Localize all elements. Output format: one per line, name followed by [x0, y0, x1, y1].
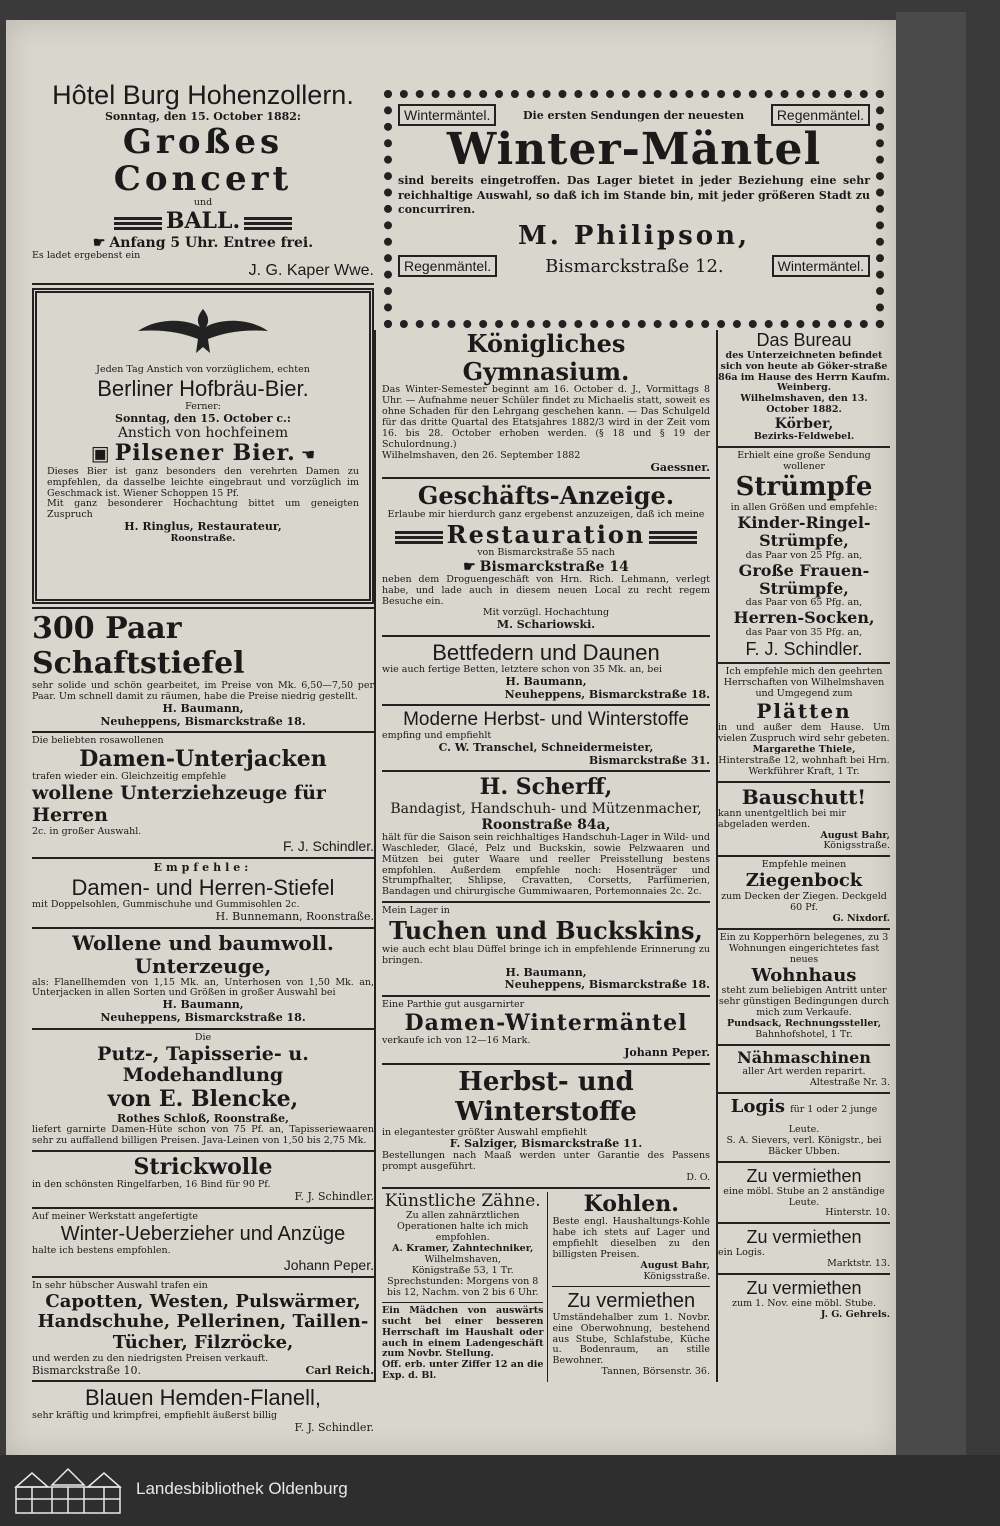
- struempfe-price2: das Paar von 65 Pfg. an,: [745, 597, 863, 609]
- gymnasium-desc: Das Winter-Semester beginnt am 16. October d. J., Vormittags 8 Uhr. — Aufnahme neuer Schüler findet zu Michaelis statt, soweit es ohne Schaden für den Lehrgang geschehen kann. — Das Schulgeld für das dritte Quartal des Etatsjahres 1882/3 wird in der Zeit vom 16. bis 28. October erhoben werden. (§ 18 und § 19 der Schulordnung.): [382, 384, 710, 450]
- ad-vermiethen4: [718, 1278, 890, 1321]
- tuchen-address: Neuheppens, Bismarckstraße 18.: [504, 978, 710, 992]
- ad-bauschutt: [718, 786, 890, 853]
- ad-kohlen: [552, 1192, 710, 1283]
- ad-ziegenbock: [718, 860, 890, 924]
- gymnasium-title: Königliches Gymnasium.: [462, 329, 630, 386]
- wohnhaus-intro: Ein zu Kopperhörn belegenes, zu 3 Wohnungen eingerichtetes fast neues: [719, 931, 889, 965]
- pointing-hand-icon: ☛: [92, 234, 106, 251]
- blencke-desc: liefert garnirte Damen-Hüte schon von 75 Pf. an, Tapisseriewaaren sehr zu auffallend billigen Preisen. Java-Leinen von 1,50 bis 2,75 Mk.: [32, 1124, 374, 1147]
- hotel-concert: Großes Concert: [113, 121, 293, 200]
- tuchen-desc: wie auch echt blau Düffel bringe ich in empfehlende Erinnerung zu bringen.: [382, 943, 710, 966]
- ad-vermiethen1: [552, 1290, 710, 1379]
- restauration-text3: neben dem Droguengeschäft von Hrn. Rich. Lehmann, verlegt habe, und lade auch in diesem neuen Local zu recht regem Besuche ein.: [382, 574, 710, 608]
- beer-street: Roonstraße.: [170, 532, 236, 544]
- bauschutt-desc: kann unentgeltlich bei mir abgeladen werden.: [718, 807, 846, 830]
- ad-unterzeuge: [32, 932, 374, 1025]
- ad-naehmaschinen: [718, 1049, 890, 1089]
- beer-closing: Mit ganz besonderer Hochachtung bittet um geneigten Zuspruch: [47, 498, 359, 521]
- ueberzieher-intro: Auf meiner Werkstatt angefertigte: [32, 1210, 198, 1222]
- flanell-desc: sehr kräftig und krimpfrei, empfiehlt äußerst billig: [32, 1409, 278, 1421]
- zaehne-address: Königstraße 53, 1 Tr.: [411, 1264, 514, 1276]
- salziger-initials: D. O.: [686, 1171, 710, 1183]
- scherff-desc: hält für die Saison sein reichhaltiges Handschuh-Lager in Wild- und Waschleder, Glacé, Pelz und Buckskin, sowie Pelzwaaren und Mützen bei guter Waare und reeller Preisstellung bestens empfohlen. Außerdem empfehle noch: Hosenträger und Strumpfhalter, Shlipse, Cravatten, Corsetts, Parfümerien, Bandagen und chirurgische Gummiwaaren, Portemonnaies 2c. 2c.: [382, 831, 710, 898]
- ad-plaetten: [718, 667, 890, 777]
- wintermaentel-intro: Eine Parthie gut ausgarnirter: [382, 998, 525, 1010]
- zaehne-place: Wilhelmshaven,: [424, 1254, 501, 1266]
- hotel-signer: J. G. Kaper Wwe.: [248, 261, 374, 279]
- philipson-title: Winter-Mäntel: [446, 124, 822, 175]
- bettfedern-desc: wie auch fertige Betten, letztere schon von 35 Mk. an, bei: [382, 664, 663, 676]
- transchel-title: Moderne Herbst- und Winterstoffe: [403, 709, 689, 731]
- ad-strickwolle: [32, 1155, 374, 1204]
- zaehne-desc: Zu allen zahnärztlichen Operationen halte ich mich empfohlen.: [397, 1210, 529, 1244]
- restauration-name: Restauration: [446, 519, 646, 549]
- ad-zaehne: [382, 1192, 543, 1299]
- bureau-signer: Körber,: [774, 416, 834, 433]
- library-footer: [0, 1455, 1000, 1526]
- maedchen-desc: Ein Mädchen von auswärts sucht bei einer besseren Herrschaft im Haushalt oder auch in einem Ladengeschäft zum Novbr. Stellung.: [382, 1304, 544, 1360]
- ad-vermiethen3: [718, 1227, 890, 1270]
- library-building-icon: [12, 1465, 124, 1517]
- middle-column: [374, 330, 718, 1382]
- strickwolle-signer: F. J. Schindler.: [294, 1190, 374, 1204]
- beer-intro: Jeden Tag Anstich von vorzüglichem, echten: [96, 364, 310, 376]
- ad-herrenstiefel: [32, 862, 374, 924]
- unterjacken-text2: 2c. in großer Auswahl.: [32, 826, 142, 838]
- scherff-address: Roonstraße 84a,: [481, 816, 611, 833]
- ad-scherff: [382, 775, 710, 898]
- decorative-stripes: [114, 217, 162, 231]
- stiefel-address: Neuheppens, Bismarckstraße 18.: [100, 714, 306, 728]
- salziger-signer: F. Salziger, Bismarckstraße 11.: [449, 1137, 643, 1151]
- scherff-name: H. Scherff,: [479, 774, 613, 801]
- bureau-place: Wilhelmshaven, den 13. October 1882.: [740, 393, 868, 416]
- ziegenbock-signer: G. Nixdorf.: [832, 912, 890, 924]
- strickwolle-desc: in den schönsten Ringelfarben, 16 Bind für 90 Pf.: [32, 1179, 271, 1191]
- herrenstiefel-title: Damen- und Herren-Stiefel: [71, 874, 335, 900]
- beer-desc: Dieses Bier ist ganz besonders den verehrten Damen zu empfehlen, da dasselbe leichte eingebraut und vorzüglich im Geschmack ist. Wiener Schoppen 15 Pf.: [47, 465, 359, 499]
- struempfe-price1: das Paar von 25 Pfg. an,: [745, 549, 863, 561]
- ueberzieher-signer: Johann Peper.: [283, 1256, 374, 1273]
- ad-gymnasium: [382, 330, 710, 474]
- unterjacken-title2: wollene Unterziehzeuge für Herren: [32, 782, 326, 827]
- plaetten-signer: Margarethe Thiele,: [752, 743, 856, 755]
- blencke-von: von E. Blencke,: [107, 1086, 299, 1113]
- ad-blencke: [32, 1033, 374, 1147]
- ad-wohnhaus: [718, 933, 890, 1041]
- flanell-signer: F. J. Schindler.: [294, 1420, 374, 1434]
- vermiethen4-signer: J. G. Gehrels.: [820, 1308, 890, 1320]
- zaehne-signer: A. Kramer, Zahntechniker,: [392, 1243, 534, 1255]
- eagle-icon: [128, 301, 278, 361]
- restauration-text2: von Bismarckstraße 55 nach: [477, 547, 615, 559]
- kohlen-desc: Beste engl. Haushaltungs-Kohle habe ich stets auf Lager und empfiehlt dieselben zu den billigsten Preisen.: [552, 1216, 710, 1260]
- reich-address: Bismarckstraße 10.: [32, 1363, 142, 1377]
- ad-transchel: [382, 709, 710, 767]
- herrenstiefel-signer: H. Bunnemann, Roonstraße.: [215, 909, 374, 923]
- kohlen-title: Kohlen.: [583, 1190, 679, 1217]
- ad-bureau: [718, 330, 890, 443]
- struempfe-intro: Erhielt eine große Sendung wollener: [737, 450, 871, 473]
- maedchen-offer: Off. erb. unter Ziffer 12 an die Exp. d. Bl.: [382, 1359, 544, 1382]
- kohlen-address: Königsstraße.: [643, 1270, 710, 1282]
- naehmaschinen-title: Nähmaschinen: [737, 1047, 871, 1067]
- unterjacken-text1: trafen wieder ein. Gleichzeitig empfehle: [32, 771, 227, 783]
- plaetten-address: Hinterstraße 12, wohnhaft bei Hrn. Werkführer Kraft, 1 Tr.: [718, 754, 890, 777]
- ad-maedchen: [382, 1306, 543, 1382]
- philipson-name: M. Philipson,: [517, 221, 751, 252]
- vermiethen2-desc: eine möbl. Stube an 2 anständige Leute.: [723, 1185, 885, 1208]
- label-wintermaentel-br: Wintermäntel.: [772, 255, 870, 277]
- struempfe-item1: Kinder-Ringel-Strümpfe,: [737, 512, 871, 551]
- stiefel-desc: sehr solide und schön gearbeitet, im Preise von Mk. 6,50—7,50 per Paar. Um schnell damit zu räumen, habe die Preise niedrig gestellt.: [32, 680, 374, 703]
- vermiethen3-title: Zu vermiethen: [746, 1227, 862, 1248]
- stiefel-signer: H. Baumann,: [162, 701, 244, 715]
- blencke-die: Die: [194, 1031, 212, 1043]
- vermiethen4-title: Zu vermiethen: [746, 1277, 862, 1298]
- wintermaentel-signer: Johann Peper.: [624, 1046, 710, 1060]
- ziegenbock-desc: zum Decken der Ziegen. Deckgeld 60 Pf.: [721, 890, 887, 913]
- ad-salziger: [382, 1068, 710, 1184]
- pointing-hand-icon: ☚: [300, 445, 316, 465]
- restauration-new-address: Bismarckstraße 14: [479, 559, 629, 576]
- hotel-start: Anfang 5 Uhr. Entree frei.: [109, 234, 314, 251]
- restauration-text1: Erlaube mir hierdurch ganz ergebenst anzuzeigen, daß ich meine: [387, 508, 705, 520]
- tuchen-intro: Mein Lager in: [382, 905, 450, 917]
- hotel-ball: BALL.: [165, 208, 241, 235]
- hotel-title: Hôtel Burg Hohenzollern.: [52, 80, 354, 110]
- bureau-desc: des Unterzeichneten befindet sich von heute ab Göker-straße 86a im Hause des Herrn Kaufm. Weinberg.: [718, 349, 890, 394]
- gymnasium-signer: Gaessner.: [650, 460, 710, 474]
- reich-intro: In sehr hübscher Auswahl trafen ein: [32, 1279, 208, 1291]
- bettfedern-signer: H. Baumann,: [505, 674, 587, 688]
- transchel-signer: C. W. Transchel, Schneidermeister,: [438, 741, 654, 754]
- ad-wintermaentel: [382, 1000, 710, 1060]
- ad-flanell: [32, 1385, 374, 1434]
- plaetten-title: Plätten: [756, 699, 852, 724]
- herrenstiefel-empfehle: Empfehle:: [153, 861, 253, 875]
- unterzeuge-address: Neuheppens, Bismarckstraße 18.: [100, 1011, 306, 1025]
- bauschutt-address: Königsstraße.: [823, 840, 890, 852]
- naehmaschinen-address: Altestraße Nr. 3.: [809, 1077, 890, 1089]
- ad-vermiethen2: [718, 1166, 890, 1219]
- unterjacken-title: Damen-Unterjacken: [79, 746, 327, 773]
- bettfedern-title: Bettfedern und Daunen: [432, 639, 660, 665]
- philipson-intro: Die ersten Sendungen der neuesten: [523, 108, 745, 122]
- wohnhaus-title: Wohnhaus: [751, 964, 857, 986]
- pointing-hand-icon: ☛: [463, 559, 476, 576]
- wohnhaus-desc: steht zum beliebigen Antritt unter sehr günstigen Bedingungen durch mich zum Verkaufe.: [718, 985, 890, 1019]
- bettfedern-address: Neuheppens, Bismarckstraße 18.: [504, 687, 710, 701]
- blencke-address: Rothes Schloß, Roonstraße,: [117, 1111, 289, 1125]
- vermiethen2-address: Hinterstr. 10.: [825, 1207, 890, 1219]
- gymnasium-place: Wilhelmshaven, den 26. September 1882: [382, 449, 581, 461]
- reich-desc: und werden zu den niedrigsten Preisen verkauft.: [32, 1352, 269, 1364]
- wintermaentel-title: Damen-Wintermäntel: [404, 1009, 688, 1036]
- logis-desc: für 1 oder 2 junge Leute.: [788, 1104, 878, 1135]
- vermiethen2-title: Zu vermiethen: [746, 1165, 862, 1186]
- ueberzieher-title: Winter-Ueberzieher und Anzüge: [60, 1222, 346, 1245]
- ueberzieher-desc: halte ich bestens empfohlen.: [32, 1244, 171, 1256]
- label-regenmaentel-tr: Regenmäntel.: [771, 104, 870, 126]
- transchel-desc: empfing und empfiehlt: [382, 730, 492, 742]
- herrenstiefel-desc: mit Doppelsohlen, Gummischuhe und Gummisohlen 2c.: [32, 899, 300, 910]
- restauration-signer: M. Schariowski.: [496, 618, 596, 632]
- bureau-role: Bezirks-Feldwebel.: [753, 431, 855, 443]
- bureau-title: Das Bureau: [756, 330, 852, 350]
- unterzeuge-signer: H. Baumann,: [162, 998, 244, 1012]
- unterzeuge-desc: als: Flanellhemden von 1,15 Mk. an, Unterhosen von 1,50 Mk. an, Unterjacken in allen Sorten und Größen in großer Auswahl bei: [32, 976, 374, 999]
- reich-signer: Carl Reich.: [305, 1363, 374, 1377]
- ad-hotel: [32, 80, 374, 280]
- ad-beer: [32, 288, 374, 604]
- stiefel-title: 300 Paar Schaftstiefel: [32, 611, 245, 681]
- left-column: [32, 80, 374, 1434]
- ad-schaftstiefel: [32, 612, 374, 728]
- philipson-address: Bismarckstraße 12.: [545, 255, 724, 277]
- vermiethen3-address: Marktstr. 13.: [827, 1258, 890, 1270]
- struempfe-item3: Herren-Socken,: [733, 608, 875, 628]
- ad-philipson: [384, 90, 884, 328]
- scherff-trade: Bandagist, Handschuh- und Mützenmacher,: [390, 800, 702, 817]
- plaetten-desc: in und außer dem Hause. Um vielen Zuspruch wird sehr gebeten.: [718, 722, 890, 744]
- tuchen-title: Tuchen und Buckskins,: [389, 916, 703, 946]
- middle-bottom-row: [382, 1192, 710, 1382]
- vermiethen3-desc: ein Logis.: [718, 1247, 765, 1259]
- ad-logis: [718, 1097, 890, 1158]
- tuchen-signer: H. Baumann,: [505, 965, 587, 979]
- vermiethen1-signer: Tannen, Börsenstr. 36.: [601, 1366, 710, 1378]
- bauschutt-title: Bauschutt!: [741, 784, 867, 809]
- ziegenbock-title: Ziegenbock: [745, 870, 863, 892]
- vermiethen1-desc: Umständehalber zum 1. Novbr. eine Oberwohnung, bestehend aus Stube, Schlafstube, Küche u. Bodenraum, an stille Bewohner.: [552, 1311, 710, 1367]
- ad-tuchen: [382, 906, 710, 992]
- middle-bottom-right: [548, 1192, 710, 1382]
- struempfe-text1: in allen Größen und empfehle:: [730, 501, 878, 513]
- ad-bettfedern: [382, 640, 710, 702]
- ad-struempfe: [718, 451, 890, 659]
- logis-title: Logis: [730, 1096, 785, 1118]
- kohlen-signer: August Bahr,: [640, 1259, 710, 1271]
- reich-title: Capotten, Westen, Pulswärmer, Handschuhe, Pellerinen, Taillen-Tücher, Filzröcke,: [37, 1290, 369, 1354]
- beer-anstich: Anstich von hochfeinem: [117, 425, 289, 442]
- unterjacken-signer: F. J. Schindler.: [282, 837, 374, 854]
- ad-reich: [32, 1281, 374, 1378]
- hotel-und: und: [193, 197, 213, 209]
- naehmaschinen-desc: aller Art werden reparirt.: [742, 1066, 866, 1078]
- hotel-date: Sonntag, den 15. October 1882:: [104, 110, 301, 124]
- restauration-closing: Mit vorzügl. Hochachtung: [482, 607, 610, 619]
- vermiethen1-title: Zu vermiethen: [567, 1289, 696, 1312]
- middle-bottom-left: [382, 1192, 548, 1382]
- beer-date: Sonntag, den 15. October c.:: [115, 411, 291, 425]
- restauration-heading: Geschäfts-Anzeige.: [417, 481, 675, 511]
- struempfe-item2: Große Frauen-Strümpfe,: [738, 560, 870, 598]
- wohnhaus-signer: Pundsack, Rechnungssteller,: [726, 1017, 882, 1029]
- ad-unterjacken: [32, 736, 374, 854]
- unterjacken-intro: Die beliebten rosawollenen: [32, 735, 164, 747]
- label-wintermaentel-tl: Wintermäntel.: [398, 104, 496, 126]
- plaetten-intro: Ich empfehle mich den geehrten Herrschaften von Wilhelmshaven und Umgegend zum: [723, 666, 885, 700]
- barrel-icon: ▣: [90, 441, 110, 466]
- ad-restauration: [382, 482, 710, 631]
- page-edge: [896, 12, 966, 1455]
- zaehne-title: Künstliche Zähne.: [384, 1190, 541, 1211]
- strickwolle-title: Strickwolle: [133, 1154, 273, 1181]
- label-regenmaentel-bl: Regenmäntel.: [398, 255, 497, 277]
- library-name: Landesbibliothek Oldenburg: [136, 1479, 348, 1498]
- beer-ferner: Ferner:: [185, 400, 221, 412]
- zaehne-hours: Sprechstunden: Morgens von 8 bis 12, Nachm. von 2 bis 6 Uhr.: [386, 1275, 539, 1298]
- transchel-address: Bismarckstraße 31.: [588, 753, 710, 767]
- struempfe-title: Strümpfe: [735, 472, 873, 503]
- right-column: [718, 330, 890, 1320]
- beer-pilsener: Pilsener Bier.: [114, 440, 296, 467]
- salziger-desc: in elegantester größter Auswahl empfiehlt: [382, 1126, 587, 1138]
- blencke-title: Putz-, Tapisserie- u. Modehandlung: [97, 1042, 309, 1087]
- wintermaentel-desc: verkaufe ich von 12—16 Mark.: [382, 1035, 531, 1047]
- salziger-title: Herbst- und Winterstoffe: [455, 1066, 637, 1127]
- flanell-title: Blauen Hemden-Flanell,: [84, 1385, 322, 1411]
- hotel-invite: Es ladet ergebenst ein: [32, 249, 141, 261]
- ziegenbock-intro: Empfehle meinen: [761, 859, 847, 871]
- logis-signer: S. A. Sievers, verl. Königstr., bei Bäcker Ubben.: [726, 1135, 882, 1158]
- decorative-stripes: [244, 217, 292, 231]
- unterzeuge-title: Wollene und baumwoll. Unterzeuge,: [72, 930, 334, 978]
- beer-product: Berliner Hofbräu-Bier.: [97, 376, 309, 402]
- wohnhaus-address: Bahnhofshotel, 1 Tr.: [755, 1028, 853, 1040]
- bauschutt-signer: August Bahr,: [820, 829, 890, 841]
- salziger-note: Bestellungen nach Maaß werden unter Garantie des Passens prompt ausgeführt.: [382, 1150, 710, 1172]
- ad-ueberzieher: [32, 1212, 374, 1273]
- struempfe-signer: F. J. Schindler.: [745, 638, 863, 659]
- struempfe-price3: das Paar von 35 Pfg. an,: [745, 626, 863, 638]
- beer-signer: H. Ringlus, Restaurateur,: [124, 520, 282, 534]
- vermiethen4-desc: zum 1. Nov. eine möbl. Stube.: [731, 1297, 877, 1309]
- philipson-desc: sind bereits eingetroffen. Das Lager bietet in jeder Beziehung eine sehr reichhaltige Auswahl, so daß ich im Stande bin, mit jeder größeren Stadt zu concurriren.: [398, 174, 870, 216]
